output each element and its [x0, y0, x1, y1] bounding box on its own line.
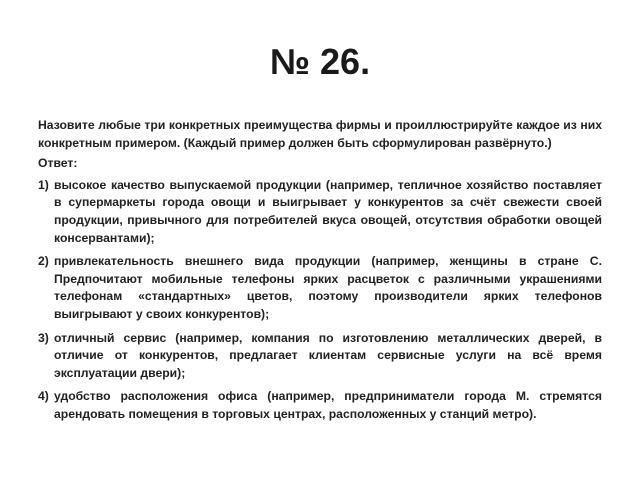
answer-item-4 — [38, 388, 602, 423]
answer-text: привлекательность внешнего вида продукции (например, женщины в стране С. Предпочитают мобильные телефоны ярких расцветок с различными украшениями телефонам «стандартных» цветов, поэтому производители ярких телефонов выигрывают у своих конкурентов); — [54, 254, 602, 321]
answer-item-1 — [38, 177, 602, 247]
answer-number: 1) — [38, 177, 49, 192]
answer-number: 2) — [38, 254, 49, 269]
slide-content — [38, 117, 602, 430]
answer-number: 4) — [38, 389, 49, 404]
question-text: Назовите любые три конкретных преимущества фирмы и проиллюстрируйте каждое из них конкретным примером. (Каждый пример должен быть сформулирован развёрнуто.) — [38, 118, 602, 150]
answer-text: высокое качество выпускаемой продукции (например, тепличное хозяйство поставляет в супермаркеты города овощи и выигрывает у конкурентов за счёт свежести своей продукции, привычного для потребителей вкуса овощей, отсутствия обработки овощей консервантами); — [54, 177, 602, 245]
answer-text: отличный сервис (например, компания по изготовлению металлических дверей, в отличие от конкурентов, предлагает клиентам сервисные услуги на всё время эксплуатации двери); — [54, 330, 602, 380]
slide-title: № 26. — [269, 41, 371, 82]
answer-number: 3) — [38, 330, 49, 345]
answer-item-2 — [38, 253, 602, 323]
answer-text: удобство расположения офиса (например, предприниматели города М. стремятся арендовать помещения в торговых центрах, расположенных у станций метро). — [54, 389, 602, 421]
answer-list — [38, 177, 602, 424]
answer-item-3 — [38, 330, 602, 383]
answer-label: Ответ: — [38, 156, 78, 171]
